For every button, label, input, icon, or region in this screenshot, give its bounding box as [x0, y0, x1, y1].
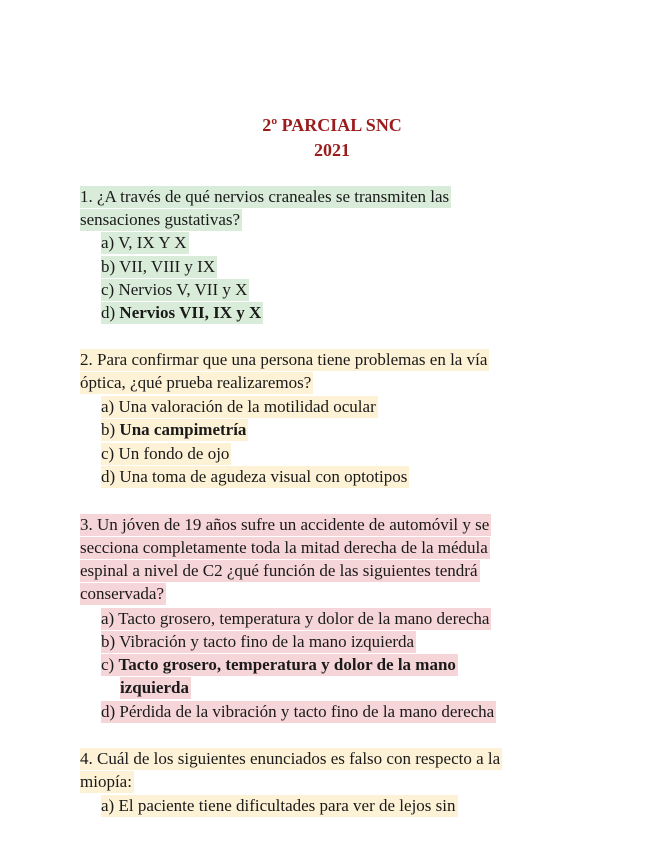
option-letter: d)	[101, 467, 116, 486]
question-3-option-b	[101, 631, 416, 653]
question-1-text-line-2: sensaciones gustativas?	[80, 210, 241, 229]
question-2-option-d	[101, 466, 409, 488]
document-year: 2021	[314, 140, 350, 160]
option-letter: b)	[101, 632, 116, 651]
question-3-option-c-correct	[101, 654, 458, 676]
option-text: V, IX Y X	[118, 233, 187, 252]
question-2-option-b-correct	[101, 419, 248, 441]
option-text-correct: Nervios VII, IX y X	[119, 303, 262, 322]
question-3-text-line-2: secciona completamente toda la mitad derecha de la médula	[80, 538, 488, 557]
question-2-text-line-1: 2. Para confirmar que una persona tiene problemas en la vía	[80, 350, 488, 369]
option-letter: c)	[101, 655, 115, 674]
question-4-text-line-1: 4. Cuál de los siguientes enunciados es falso con respecto a la	[80, 749, 501, 768]
option-text: Pérdida de la vibración y tacto fino de la mano derecha	[119, 702, 495, 721]
question-1-option-c	[101, 279, 249, 301]
option-text-correct: Tacto grosero, temperatura y dolor de la mano	[118, 655, 456, 674]
question-3-option-a	[101, 608, 491, 630]
option-text: Una valoración de la motilidad ocular	[118, 397, 376, 416]
question-3-option-c-continuation: izquierda	[120, 678, 189, 697]
option-letter: a)	[101, 233, 115, 252]
question-4-text-line-2: miopía:	[80, 772, 132, 791]
question-3-text-line-1: 3. Un jóven de 19 años sufre un accidente de automóvil y se	[80, 515, 490, 534]
option-letter: d)	[101, 303, 116, 322]
question-1-option-d-correct	[101, 302, 263, 324]
question-4-option-a	[101, 795, 458, 817]
option-text: Nervios V, VII y X	[118, 280, 248, 299]
question-1-text-line-1: 1. ¿A través de qué nervios craneales se transmiten las	[80, 187, 450, 206]
question-1-option-b	[101, 256, 217, 278]
option-text: Tacto grosero, temperatura y dolor de la mano derecha	[118, 609, 490, 628]
option-letter: a)	[101, 609, 115, 628]
document-title: 2º PARCIAL SNC	[262, 115, 402, 135]
option-letter: c)	[101, 444, 115, 463]
question-2-text-line-2: óptica, ¿qué prueba realizaremos?	[80, 373, 312, 392]
option-letter: a)	[101, 397, 115, 416]
option-letter: c)	[101, 280, 115, 299]
option-text-correct: Una campimetría	[119, 420, 247, 439]
option-letter: a)	[101, 796, 115, 815]
option-text: Un fondo de ojo	[118, 444, 230, 463]
option-text: Una toma de agudeza visual con optotipos	[119, 467, 408, 486]
question-3-text-line-3: espinal a nivel de C2 ¿qué función de las siguientes tendrá	[80, 561, 478, 580]
question-3-option-d	[101, 701, 496, 723]
question-2-option-a	[101, 396, 378, 418]
option-letter: b)	[101, 420, 116, 439]
option-letter: d)	[101, 702, 116, 721]
question-2-option-c	[101, 443, 231, 465]
question-1-option-a	[101, 232, 189, 254]
option-letter: b)	[101, 257, 116, 276]
option-text: El paciente tiene dificultades para ver de lejos sin	[118, 796, 456, 815]
option-text: VII, VIII y IX	[119, 257, 216, 276]
option-text: Vibración y tacto fino de la mano izquierda	[119, 632, 415, 651]
question-3-text-line-4: conservada?	[80, 584, 165, 603]
